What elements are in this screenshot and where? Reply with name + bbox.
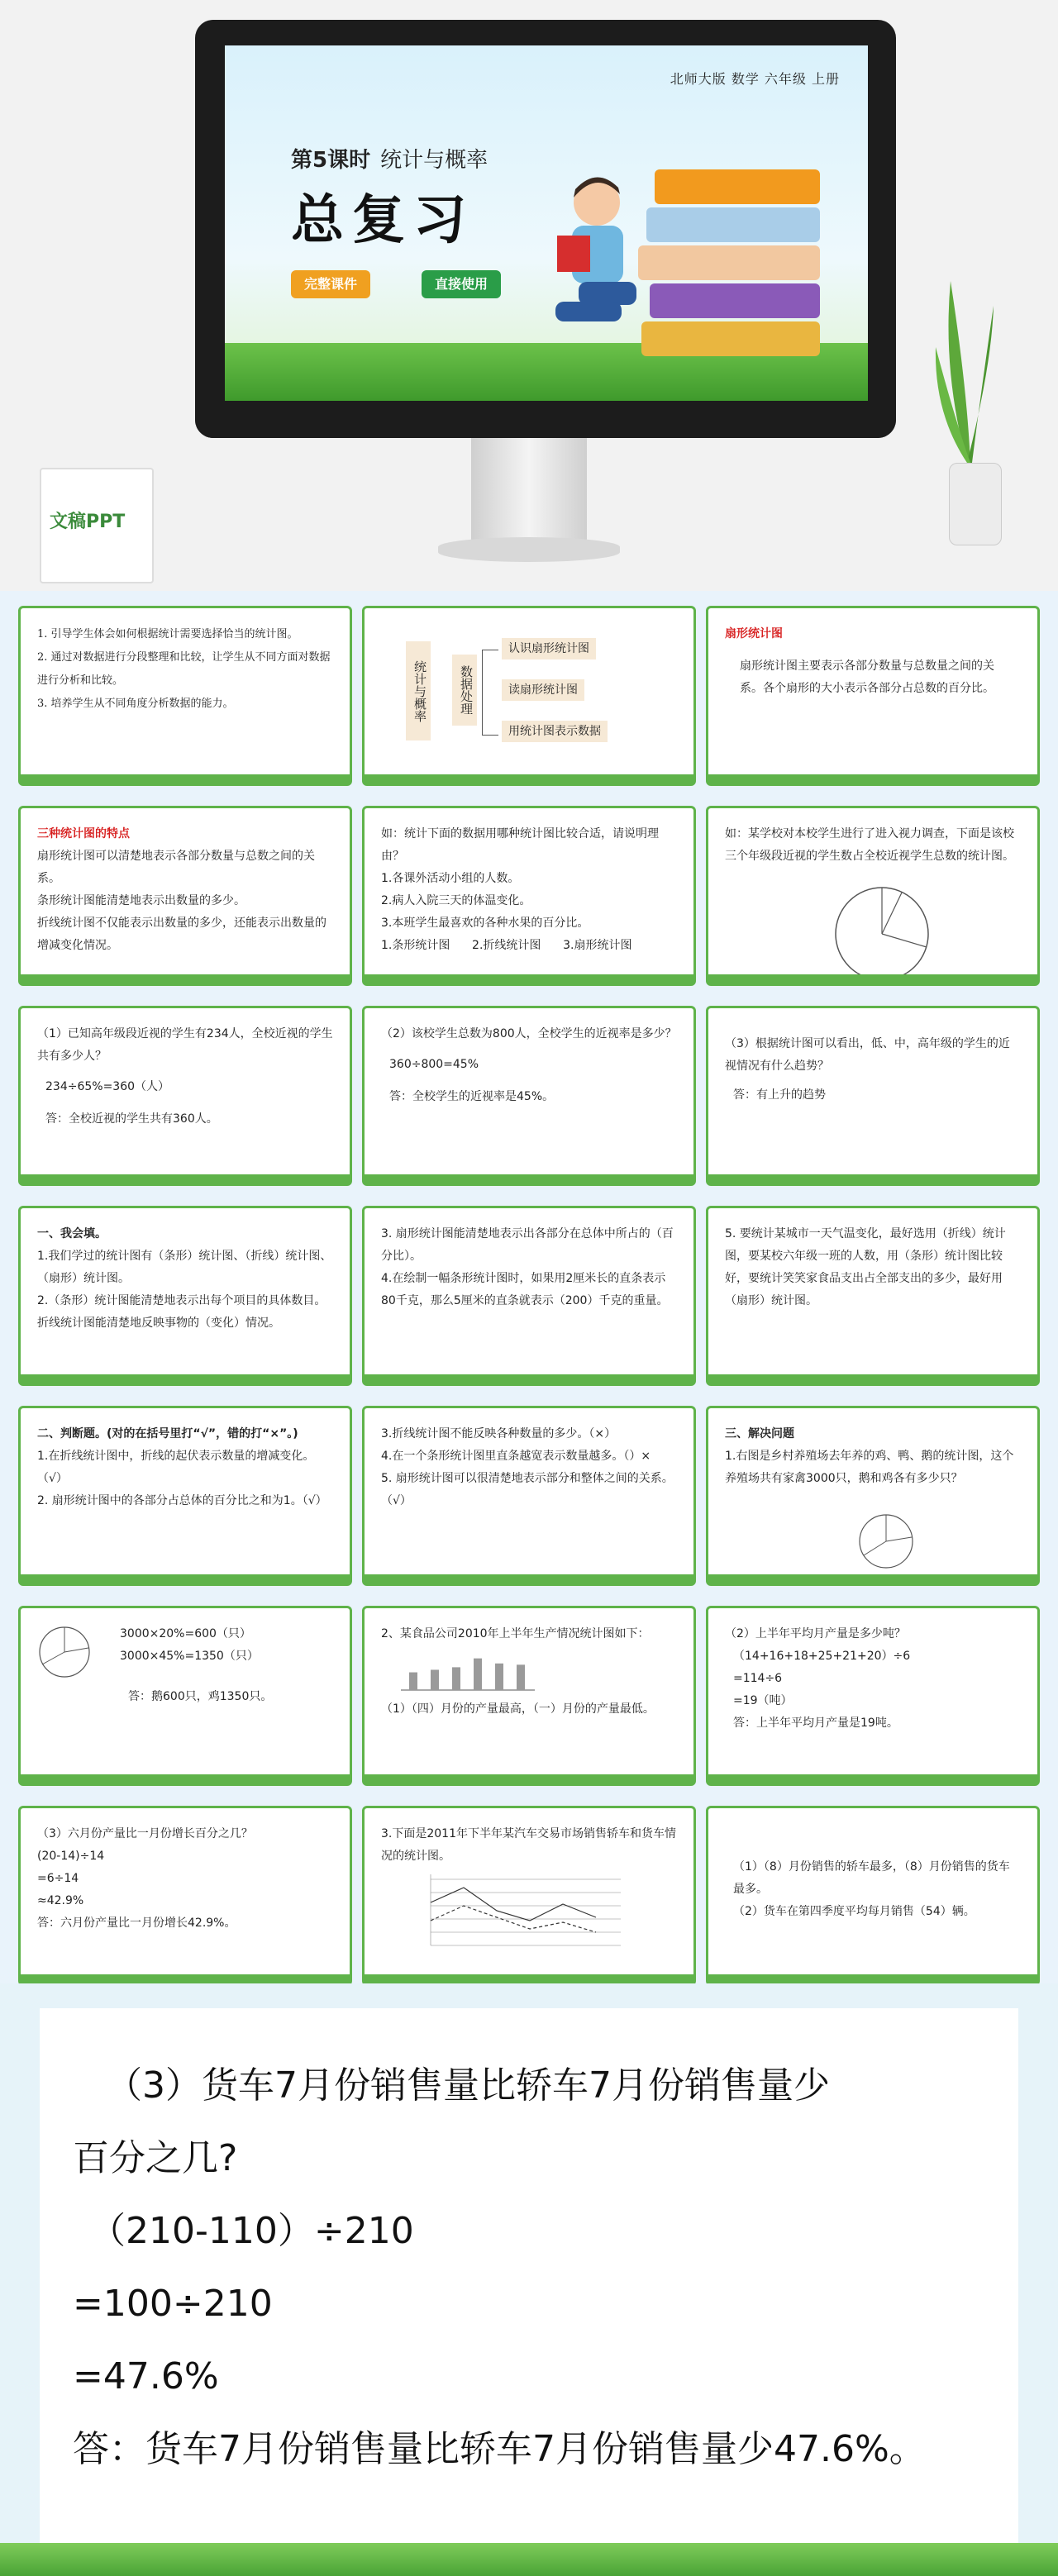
slide-text: 1.条形统计图 2.折线统计图 3.扇形统计图 xyxy=(381,939,632,952)
monitor-stand xyxy=(471,438,587,544)
slide-text: =114÷6 xyxy=(733,1672,783,1685)
final-text: （3）货车7月份销售量比轿车7月份销售量少 xyxy=(106,2064,830,2107)
slide-text: 234÷65%=360（人） xyxy=(45,1080,170,1093)
slide-text: 3.折线统计图不能反映各种数量的多少。（×） xyxy=(381,1427,617,1440)
slide-text: 1.我们学过的统计图有（条形）统计图、（折线）统计图、（扇形）统计图。 xyxy=(37,1250,332,1285)
small-pie-chart xyxy=(37,1625,92,1679)
slide-growth xyxy=(18,1806,352,1986)
slide-text: 3. 扇形统计图能清楚地表示出各部分在总体中所占的（百分比）。 xyxy=(381,1227,674,1263)
slide-title: 一、我会填。 xyxy=(37,1227,107,1240)
slide-text: (20-14)÷14 xyxy=(37,1850,105,1863)
slide-text: 2. 通过对数据进行分段整理和比较，让学生从不同方面对数据进行分析和比较。 xyxy=(37,651,331,687)
slide-true-false xyxy=(18,1406,352,1586)
slide-text: （1）（8）月份销售的轿车最多，（8）月份销售的货车最多。 xyxy=(733,1860,1010,1896)
slide-food-production xyxy=(362,1606,696,1786)
slide-pie-definition xyxy=(706,606,1040,786)
map-branch: 数据处理 xyxy=(452,655,477,726)
books-illustration xyxy=(638,161,820,376)
slide-text: 4.在一个条形统计图里直条越宽表示数量越多。（）× xyxy=(381,1450,651,1463)
final-text: 答：货车7月份销售量比轿车7月份销售量少47.6%。 xyxy=(73,2428,926,2470)
map-leaf: 认识扇形统计图 xyxy=(502,638,596,659)
cover-section xyxy=(0,0,1058,591)
slide-text: 3.下面是2011年下半年某汽车交易市场销售轿车和货车情况的统计图。 xyxy=(381,1827,676,1863)
slide-true-false-2 xyxy=(362,1406,696,1586)
slide-text: 5. 扇形统计图可以很清楚地表示部分和整体之间的关系。（√） xyxy=(381,1472,674,1507)
slide-text: 1. 引导学生体会如何根据统计需要选择恰当的统计图。 xyxy=(37,628,298,640)
page-title: 总复习 xyxy=(291,190,474,251)
slide-title: 二、判断题。(对的在括号里打“√”，错的打“×”。) xyxy=(37,1427,298,1440)
slide-knowledge-map xyxy=(362,606,696,786)
slide-text: （1）已知高年级段近视的学生有234人，全校近视的学生共有多少人？ xyxy=(37,1027,333,1063)
slide-average xyxy=(706,1606,1040,1786)
slide-fill-in-3 xyxy=(706,1206,1040,1386)
slide-text: 折线统计图不仅能表示出数量的多少，还能表示出数量的增减变化情况。 xyxy=(37,917,326,952)
slide-text: 答：全校近视的学生共有360人。 xyxy=(45,1112,218,1126)
slide-text: （14+16+18+25+21+20）÷6 xyxy=(733,1650,911,1663)
brand-logo: 文稿PPT xyxy=(50,512,126,532)
grass-decoration xyxy=(0,2543,1058,2576)
slide-q2 xyxy=(362,1006,696,1186)
slide-text: 答：全校学生的近视率是45%。 xyxy=(389,1090,555,1103)
map-leaf: 用统计图表示数据 xyxy=(502,721,608,742)
bar-3 xyxy=(452,1667,460,1690)
slide-text: （1）（四）月份的产量最高，（一）月份的产量最低。 xyxy=(381,1702,655,1716)
slide-text: ≈42.9% xyxy=(37,1894,84,1907)
slide-text: 如：统计下面的数据用哪种统计图比较合适，请说明理由？ xyxy=(381,827,659,863)
lesson-number: 第5课时 xyxy=(291,148,371,173)
slide-text: 扇形统计图可以清楚地表示各部分数量与总数之间的关系。 xyxy=(37,850,315,885)
complete-badge[interactable]: 完整课件 xyxy=(291,270,370,298)
map-bracket xyxy=(482,650,498,736)
slide-text: 2.（条形）统计图能清楚地表示出每个项目的具体数目。折线统计图能清楚地反映事物的（变化）情况。 xyxy=(37,1294,326,1330)
slide-fill-in xyxy=(18,1206,352,1386)
slide-fill-in-2 xyxy=(362,1206,696,1386)
monitor-base xyxy=(438,537,620,562)
slide-text: （3）六月份产量比一月份增长百分之几？ xyxy=(37,1827,253,1840)
slide-text: 3000×20%=600（只） xyxy=(120,1627,251,1640)
bar-2 xyxy=(431,1669,439,1690)
vision-pie-chart xyxy=(832,884,932,983)
production-bar-chart xyxy=(398,1649,538,1695)
slide-title: 扇形统计图 xyxy=(725,627,783,640)
final-text: 百分之几? xyxy=(73,2137,238,2179)
final-slide xyxy=(40,2008,1018,2545)
direct-use-badge[interactable]: 直接使用 xyxy=(422,270,501,298)
calendar-logo xyxy=(40,468,154,583)
slide-car-sales xyxy=(362,1806,696,1986)
bar-6 xyxy=(517,1664,525,1690)
slide-text: 3.本班学生最喜欢的各种水果的百分比。 xyxy=(381,917,589,930)
slide-objectives xyxy=(18,606,352,786)
slide-text: 2、某食品公司2010年上半年生产情况统计图如下： xyxy=(381,1627,650,1640)
slide-car-answers xyxy=(706,1806,1040,1986)
slide-text: 答：六月份产量比一月份增长42.9%。 xyxy=(37,1917,236,1930)
slide-q3 xyxy=(706,1006,1040,1186)
slide-poultry-answer xyxy=(18,1606,352,1786)
slide-text: （2）该校学生总数为800人，全校学生的近视率是多少？ xyxy=(381,1027,677,1040)
slide-solve xyxy=(706,1406,1040,1586)
reading-boy-illustration xyxy=(539,169,655,343)
final-slide-section xyxy=(0,1983,1058,2576)
slide-title: 三、解决问题 xyxy=(725,1427,794,1440)
cover-slide xyxy=(225,45,868,401)
slide-text: 3. 培养学生从不同角度分析数据的能力。 xyxy=(37,698,234,710)
slide-text: 答：有上升的趋势 xyxy=(733,1088,826,1102)
car-sales-line-chart xyxy=(414,1871,637,1950)
poultry-pie-chart xyxy=(857,1512,915,1570)
slide-text: 360÷800=45% xyxy=(389,1058,479,1071)
map-leaf: 读扇形统计图 xyxy=(502,679,584,701)
final-text: =47.6% xyxy=(73,2355,219,2397)
slide-title: 三种统计图的特点 xyxy=(37,827,130,840)
publisher-text: 北师大版 数学 六年级 上册 xyxy=(670,71,840,87)
slide-text: 2. 扇形统计图中的各部分占总体的百分比之和为1。（√） xyxy=(37,1494,327,1507)
bar-1 xyxy=(409,1673,417,1690)
slide-vision-survey xyxy=(706,806,1040,986)
slide-text: （3）根据统计图可以看出，低、中，高年级的学生的近视情况有什么趋势？ xyxy=(725,1037,1010,1073)
slide-text: （2）上半年平均月产量是多少吨？ xyxy=(725,1627,906,1640)
slide-text: 3000×45%=1350（只） xyxy=(120,1650,259,1663)
slide-q1 xyxy=(18,1006,352,1186)
lesson-title: 统计与概率 xyxy=(380,148,488,173)
slide-text: 1.右图是乡村养殖场去年养的鸡、鸭、鹅的统计图，这个养殖场共有家禽3000只，鹅和鸡各有多少只？ xyxy=(725,1450,1014,1485)
slide-choose-chart xyxy=(362,806,696,986)
slides-grid xyxy=(0,591,1058,1983)
map-root: 统计与概率 xyxy=(406,641,431,740)
slide-text: 条形统计图能清楚地表示出数量的多少。 xyxy=(37,894,245,907)
slide-three-charts xyxy=(18,806,352,986)
slide-text: 扇形统计图主要表示各部分数量与总数量之间的关系。各个扇形的大小表示各部分占总数的百分比。 xyxy=(740,659,994,695)
slide-text: 1.各课外活动小组的人数。 xyxy=(381,872,520,885)
plant-pot xyxy=(949,463,1002,545)
final-text: =100÷210 xyxy=(73,2283,273,2325)
slide-text: 答：上半年平均月产量是19吨。 xyxy=(733,1717,898,1730)
bar-5 xyxy=(495,1664,503,1690)
bar-4 xyxy=(474,1659,482,1690)
slide-text: 4.在绘制一幅条形统计图时，如果用2厘米长的直条表示80千克，那么5厘米的直条就表示（200）千克的重量。 xyxy=(381,1272,669,1307)
slide-text: 答：鹅600只，鸡1350只。 xyxy=(128,1690,273,1703)
lesson-heading xyxy=(291,143,488,174)
slide-text: 1.在折线统计图中，折线的起伏表示数量的增减变化。（√） xyxy=(37,1450,315,1485)
slide-text: 如：某学校对本校学生进行了进入视力调查，下面是该校三个年级段近视的学生数占全校近视学生总数的统计图。 xyxy=(725,827,1014,863)
slide-text: 5. 要统计某城市一天气温变化，最好选用（折线）统计图，要某校六年级一班的人数，用（条形）统计图比较好，要统计笑笑家食品支出占全部支出的多少，最好用（扇形）统计图。 xyxy=(725,1227,1006,1307)
final-text: （210-110）÷210 xyxy=(89,2210,414,2252)
slide-text: 2.病人入院三天的体温变化。 xyxy=(381,894,531,907)
slide-text: （2）货车在第四季度平均每月销售（54）辆。 xyxy=(733,1905,975,1918)
slide-text: =19（吨） xyxy=(733,1694,793,1707)
slide-text: =6÷14 xyxy=(37,1872,79,1885)
monitor-chin xyxy=(195,405,896,438)
